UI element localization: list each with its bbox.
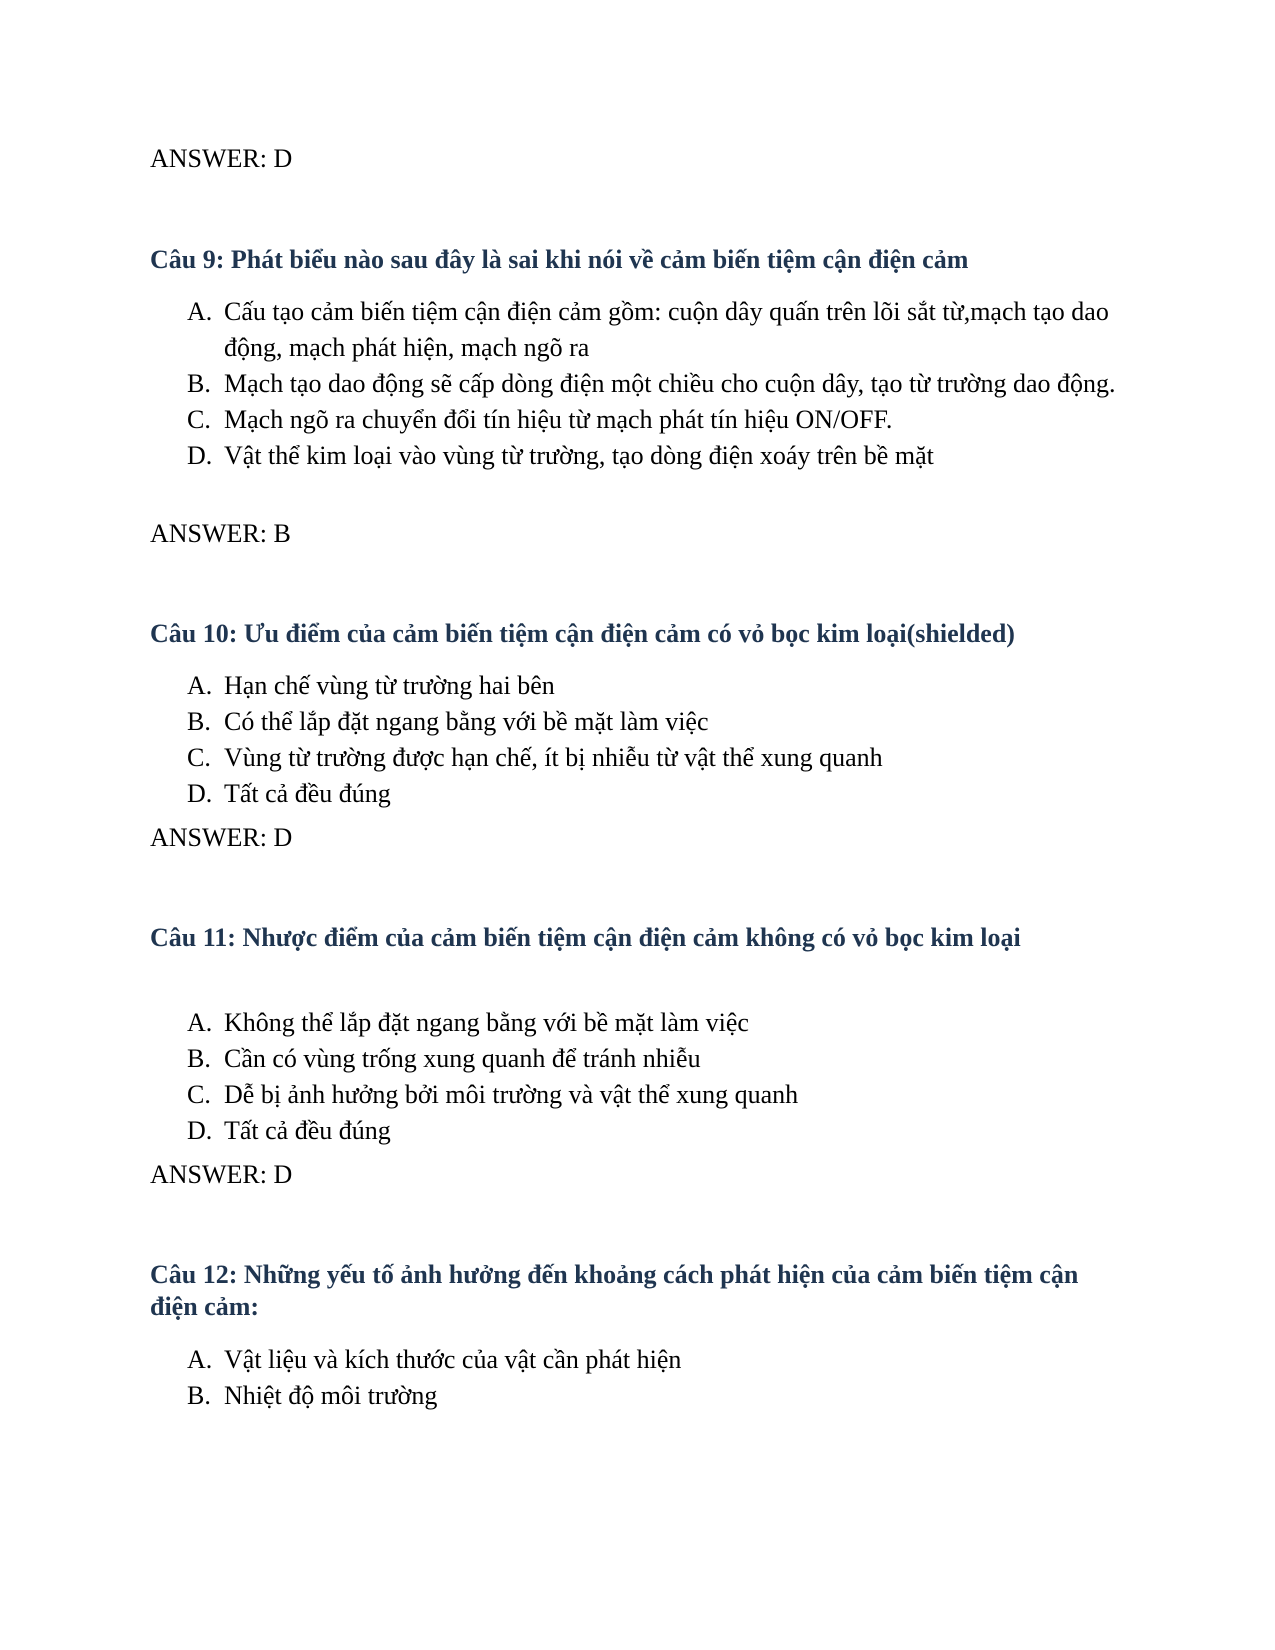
option-text: Nhiệt độ môi trường: [224, 1381, 438, 1410]
option-text: Hạn chế vùng từ trường hai bên: [224, 671, 555, 700]
option-letter: B.: [187, 707, 211, 736]
option-b: [150, 704, 1130, 740]
option-letter: A.: [187, 671, 213, 700]
option-text: Vật liệu và kích thước của vật cần phát hiện: [224, 1345, 682, 1374]
option-text: Vùng từ trường được hạn chế, ít bị nhiễu từ vật thể xung quanh: [224, 743, 883, 772]
question-9-options: [150, 294, 1130, 474]
option-a: [150, 1342, 1130, 1378]
option-a: [150, 1005, 1130, 1041]
option-b: [150, 1041, 1130, 1077]
option-text: Mạch ngõ ra chuyển đổi tín hiệu từ mạch phát tín hiệu ON/OFF.: [224, 405, 893, 434]
option-letter: C.: [187, 405, 211, 434]
option-letter: D.: [187, 1116, 213, 1145]
option-a: [150, 668, 1130, 704]
option-text: Vật thể kim loại vào vùng từ trường, tạo dòng điện xoáy trên bề mặt: [224, 441, 934, 470]
option-letter: B.: [187, 1381, 211, 1410]
option-letter: B.: [187, 1044, 211, 1073]
question-11: Câu 11: Nhược điểm của cảm biến tiệm cận điện cảm không có vỏ bọc kim loại: [150, 923, 1021, 952]
option-letter: C.: [187, 1080, 211, 1109]
option-d: [150, 776, 1130, 812]
option-text: Cấu tạo cảm biến tiệm cận điện cảm gồm: cuộn dây quấn trên lõi sắt từ,mạch tạo dao động, mạch phát hiện, mạch ngõ ra: [224, 297, 1109, 362]
question-10-options: [150, 668, 1130, 812]
option-letter: A.: [187, 297, 213, 326]
question-10: Câu 10: Ưu điểm của cảm biến tiệm cận điện cảm có vỏ bọc kim loại(shielded): [150, 619, 1015, 648]
option-a: [150, 294, 1130, 366]
option-c: [150, 740, 1130, 776]
option-b: [150, 1378, 1130, 1414]
answer-line: ANSWER: B: [150, 519, 291, 548]
option-text: Cần có vùng trống xung quanh để tránh nhiễu: [224, 1044, 701, 1073]
question-9: Câu 9: Phát biểu nào sau đây là sai khi nói về cảm biến tiệm cận điện cảm: [150, 245, 969, 274]
option-text: Dễ bị ảnh hưởng bởi môi trường và vật thể xung quanh: [224, 1080, 799, 1109]
answer-line: ANSWER: D: [150, 1160, 293, 1189]
question-12: Câu 12: Những yếu tố ảnh hưởng đến khoảng cách phát hiện của cảm biến tiệm cận điện cảm:: [150, 1260, 1079, 1321]
option-letter: D.: [187, 779, 213, 808]
option-d: [150, 1113, 1130, 1149]
option-text: Tất cả đều đúng: [224, 779, 391, 808]
option-letter: C.: [187, 743, 211, 772]
option-letter: A.: [187, 1008, 213, 1037]
option-text: Không thể lắp đặt ngang bằng với bề mặt làm việc: [224, 1008, 749, 1037]
question-12-options: [150, 1342, 1130, 1414]
option-letter: B.: [187, 369, 211, 398]
question-11-options: [150, 1005, 1130, 1149]
answer-line: ANSWER: D: [150, 144, 293, 173]
option-text: Có thể lắp đặt ngang bằng với bề mặt làm việc: [224, 707, 709, 736]
answer-line: ANSWER: D: [150, 823, 293, 852]
option-letter: A.: [187, 1345, 213, 1374]
option-d: [150, 438, 1130, 474]
option-text: Mạch tạo dao động sẽ cấp dòng điện một chiều cho cuộn dây, tạo từ trường dao động.: [224, 369, 1116, 398]
option-letter: D.: [187, 441, 213, 470]
option-text: Tất cả đều đúng: [224, 1116, 391, 1145]
option-c: [150, 402, 1130, 438]
option-c: [150, 1077, 1130, 1113]
option-b: [150, 366, 1130, 402]
